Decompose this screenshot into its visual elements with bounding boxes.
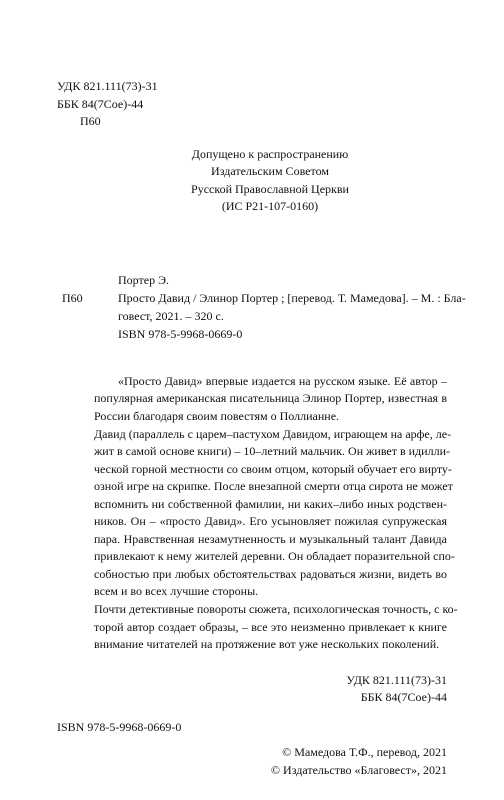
udk-code-repeat: УДК 821.111(73)-31 xyxy=(346,673,447,687)
approval-line: Русской Православной Церкви xyxy=(191,182,349,196)
footer-isbn: ISBN 978-5-9968-0669-0 xyxy=(57,720,182,734)
copyright-translation: © Мамедова Т.Ф., перевод, 2021 xyxy=(282,745,447,759)
bbk-code-repeat: ББК 84(7Сое)-44 xyxy=(360,690,447,704)
annotation-line: России благодаря своим повестям о Поллианне. xyxy=(94,409,340,423)
annotation-line: торой автор создает образы, – все это неизменно привлекает к книге xyxy=(94,620,447,634)
annotation-line: Давид (параллель с царем–пастухом Давидом, играющем на арфе, ле- xyxy=(94,427,452,441)
approval-line: Допущено к распространению xyxy=(191,147,349,161)
annotation-line: популярная американская писательница Элинор Портер, известная в xyxy=(94,391,447,405)
catalog-line: говест, 2021. – 320 с. xyxy=(118,309,224,323)
annotation-line: жит в самой основе книги) – 10–летний мальчик. Он живет в идилли- xyxy=(94,444,450,458)
catalog-line: Просто Давид / Элинор Портер ; [перевод. Т. Мамедова]. – М. : Бла- xyxy=(118,291,466,305)
approval-line: (ИС Р21-107-0160) xyxy=(221,199,319,213)
approval-line: Издательским Советом xyxy=(211,164,329,178)
bbk-code: ББК 84(7Сое)-44 xyxy=(57,97,144,111)
annotation-line: вспомнить ни собственной фамилии, ни каких–либо иных родствен- xyxy=(94,497,447,511)
annotation-line: всем и во всех лучшие стороны. xyxy=(94,584,259,598)
annotation-line: собностью при любых обстоятельствах радоваться жизни, видеть во xyxy=(94,567,447,581)
catalog-isbn: ISBN 978-5-9968-0669-0 xyxy=(118,327,243,341)
author-mark: П60 xyxy=(80,114,101,128)
annotation-line: привлекают к нему жителей деревни. Он обладает поразительной спо- xyxy=(94,549,455,563)
annotation-line: «Просто Давид» впервые издается на русском языке. Её автор – xyxy=(118,374,447,388)
copyright-publisher: © Издательство «Благовест», 2021 xyxy=(270,763,447,777)
annotation-line: ников. Он – «просто Давид». Его усыновляет пожилая супружеская xyxy=(94,514,447,528)
annotation-line: ческой горной местности со своим отцом, который обучает его вирту- xyxy=(94,462,452,476)
annotation-line: озной игре на скрипке. После внезапной смерти отца сирота не может xyxy=(94,479,453,493)
annotation-line: внимание читателей на протяжение вот уже нескольких поколений. xyxy=(94,637,440,651)
catalog-mark: П60 xyxy=(62,291,83,305)
catalog-author: Портер Э. xyxy=(118,273,169,287)
udk-code: УДК 821.111(73)-31 xyxy=(57,79,158,93)
annotation-line: пара. Нравственная незамутненность и музыкальный талант Давида xyxy=(94,532,447,546)
annotation-line: Почти детективные повороты сюжета, психологическая точность, с ко- xyxy=(94,602,458,616)
